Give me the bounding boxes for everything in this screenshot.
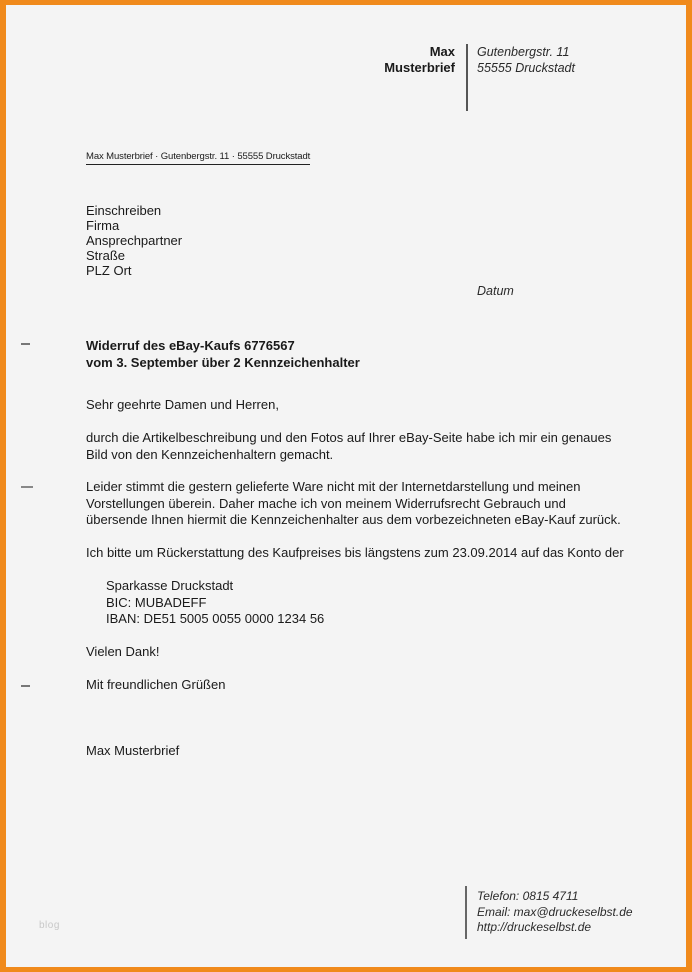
date-label: Datum (477, 284, 514, 298)
bank-bic: BIC: MUBADEFF (106, 594, 207, 610)
paragraph-3: Ich bitte um Rückerstattung des Kaufpreises bis längstens zum 23.09.2014 auf das Konto der (86, 545, 624, 560)
recipient-address (86, 203, 182, 278)
sender-last-name: Musterbrief (384, 60, 455, 75)
recipient-line: PLZ Ort (86, 263, 132, 278)
paragraph-line: Leider stimmt die gestern gelieferte Ware nicht mit der Internetdarstellung und meinen (86, 479, 581, 494)
sender-first-name: Max (429, 44, 455, 59)
paragraph-line: Bild von den Kennzeichenhaltern gemacht. (86, 446, 334, 462)
punch-mark (21, 486, 33, 488)
watermark: blog (39, 920, 60, 931)
fold-mark-bottom (21, 685, 30, 687)
sender-street: Gutenbergstr. 11 (477, 45, 570, 59)
subject-line-2: vom 3. September über 2 Kennzeichenhalter (86, 354, 360, 370)
sender-address (477, 44, 575, 76)
recipient-line: Ansprechpartner (86, 233, 183, 248)
footer-phone: Telefon: 0815 4711 (477, 889, 579, 903)
thanks: Vielen Dank! (86, 644, 160, 659)
paragraph-2 (86, 479, 646, 529)
paragraph-1 (86, 430, 646, 463)
bank-details (106, 578, 324, 628)
footer-email: Email: max@druckeselbst.de (477, 904, 633, 919)
signature: Max Musterbrief (86, 743, 180, 758)
sender-city: 55555 Druckstadt (477, 61, 575, 75)
bank-iban: IBAN: DE51 5005 0055 0000 1234 56 (106, 611, 325, 626)
sender-name (6, 44, 455, 76)
subject (86, 338, 360, 371)
footer-divider (465, 886, 467, 939)
fold-mark-top (21, 343, 30, 345)
closing: Mit freundlichen Grüßen (86, 677, 226, 692)
bank-name: Sparkasse Druckstadt (106, 578, 234, 593)
salutation: Sehr geehrte Damen und Herren, (86, 397, 279, 412)
paragraph-line: übersende Ihnen hiermit die Kennzeichenhalter aus dem vorbezeichneten eBay-Kauf zurück. (86, 512, 621, 527)
subject-line-1: Widerruf des eBay-Kaufs 6776567 (86, 338, 295, 353)
header-divider (466, 44, 468, 111)
footer-contact (477, 889, 633, 936)
recipient-line: Straße (86, 248, 126, 263)
letter-page (6, 5, 686, 967)
return-address-line: Max Musterbrief · Gutenbergstr. 11 · 55555 Druckstadt (86, 151, 310, 165)
footer-web: http://druckeselbst.de (477, 920, 592, 934)
paragraph-line: Vorstellungen überein. Daher mache ich von meinem Widerrufsrecht Gebrauch und (86, 495, 566, 511)
paragraph-line: durch die Artikelbeschreibung und den Fotos auf Ihrer eBay-Seite habe ich mir ein genaues (86, 430, 612, 445)
recipient-line: Einschreiben (86, 203, 162, 218)
recipient-line: Firma (86, 218, 120, 233)
